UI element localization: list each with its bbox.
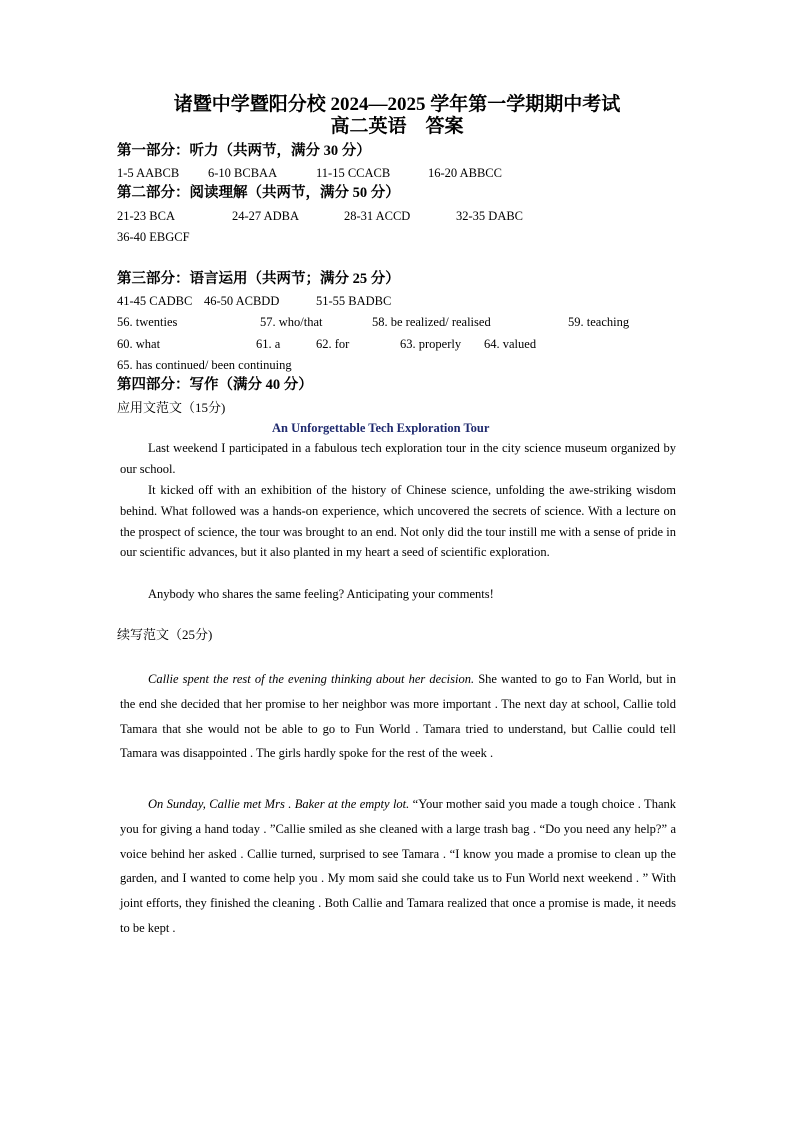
- fill-answer: 60. what: [117, 337, 161, 351]
- essay-paragraph: Last weekend I participated in a fabulous tech exploration tour in the city science museum organized by our school.: [120, 441, 676, 476]
- fill-answer: 64. valued: [484, 337, 537, 351]
- essay-paragraph: Anybody who shares the same feeling? Anticipating your comments!: [148, 587, 494, 601]
- answer-group: 28-31 ACCD: [344, 209, 411, 223]
- part3-heading: 第三部分：语言运用（共两节；满分 25 分）: [117, 271, 400, 287]
- paragraph-opener: Callie spent the rest of the evening thinking about her decision.: [148, 672, 475, 686]
- fill-answer: 57. who/that: [260, 315, 323, 329]
- fill-answer: 62. for: [316, 337, 350, 351]
- fill-answer: 59. teaching: [568, 315, 630, 329]
- answer-group: 11-15 CCACB: [316, 166, 391, 180]
- essay-paragraph: It kicked off with an exhibition of the history of Chinese science, unfolding the awe-striking wisdom behind. What followed was a hands-on experience, which uncovered the secrets of science. With a lecture on the prospect of science, the tour was brought to an end. Not only did the tour instill me with a sense of pride in our scientific advances, but it also planted in my heart a seed of scientific exploration.: [120, 483, 676, 560]
- paragraph-body: She wanted to go to Fan World, but in the end she decided that her promise to her neighbor was more important . The next day at school, Callie told Tamara that she would not be able to go to Fun World . Tamara tried to understand, but Callie could tell Tamara was disappointed . The girls hardly spoke for the rest of the week .: [120, 672, 676, 761]
- essay-title: An Unforgettable Tech Exploration Tour: [272, 421, 490, 435]
- answer-group: 6-10 BCBAA: [208, 166, 278, 180]
- exam-subtitle: 高二英语 答案: [330, 116, 464, 137]
- answer-group: 21-23 BCA: [117, 209, 175, 223]
- answer-group: 32-35 DABC: [456, 209, 524, 223]
- fill-answer: 61. a: [256, 337, 281, 351]
- answer-group: 46-50 ACBDD: [204, 294, 280, 308]
- part2-heading: 第二部分：阅读理解（共两节，满分 50 分）: [117, 185, 400, 201]
- answer-group: 16-20 ABBCC: [428, 166, 502, 180]
- answer-group: 24-27 ADBA: [232, 209, 300, 223]
- exam-title: 诸暨中学暨阳分校 2024—2025 学年第一学期期中考试: [173, 94, 621, 115]
- fill-answer: 56. twenties: [117, 315, 178, 329]
- answer-group: 1-5 AABCB: [117, 166, 180, 180]
- answer-group: 36-40 EBGCF: [117, 230, 190, 244]
- fill-answer: 63. properly: [400, 337, 462, 351]
- paragraph-body: “Your mother said you made a tough choice . Thank you for giving a hand today . ”Callie smiled as she cleaned with a large trash bag . “Do you need any help?” a voice behind her asked . Callie turned, surprised to see Tamara . “I know you made a promise to clean up the garden, and I wanted to come help you . My mom said she could take us to Fun World next weekend . ” With joint efforts, they finished the cleaning . Both Callie and Tamara realized that once a promise is made, it needs to be kept .: [120, 797, 676, 935]
- continuation-paragraph: [120, 667, 676, 766]
- paragraph-opener: On Sunday, Callie met Mrs . Baker at the empty lot.: [148, 797, 410, 811]
- continuation-paragraph: [120, 792, 676, 941]
- fill-answer: 58. be realized/ realised: [372, 315, 491, 329]
- sample1-label: 应用文范文（15分): [117, 400, 226, 415]
- fill-answer: 65. has continued/ been continuing: [117, 358, 292, 372]
- answer-group: 51-55 BADBC: [316, 294, 392, 308]
- part1-heading: 第一部分：听力（共两节，满分 30 分）: [117, 143, 371, 159]
- sample2-label: 续写范文（25分): [117, 627, 213, 642]
- answer-group: 41-45 CADBC: [117, 294, 193, 308]
- part4-heading: 第四部分：写作（满分 40 分）: [117, 377, 313, 393]
